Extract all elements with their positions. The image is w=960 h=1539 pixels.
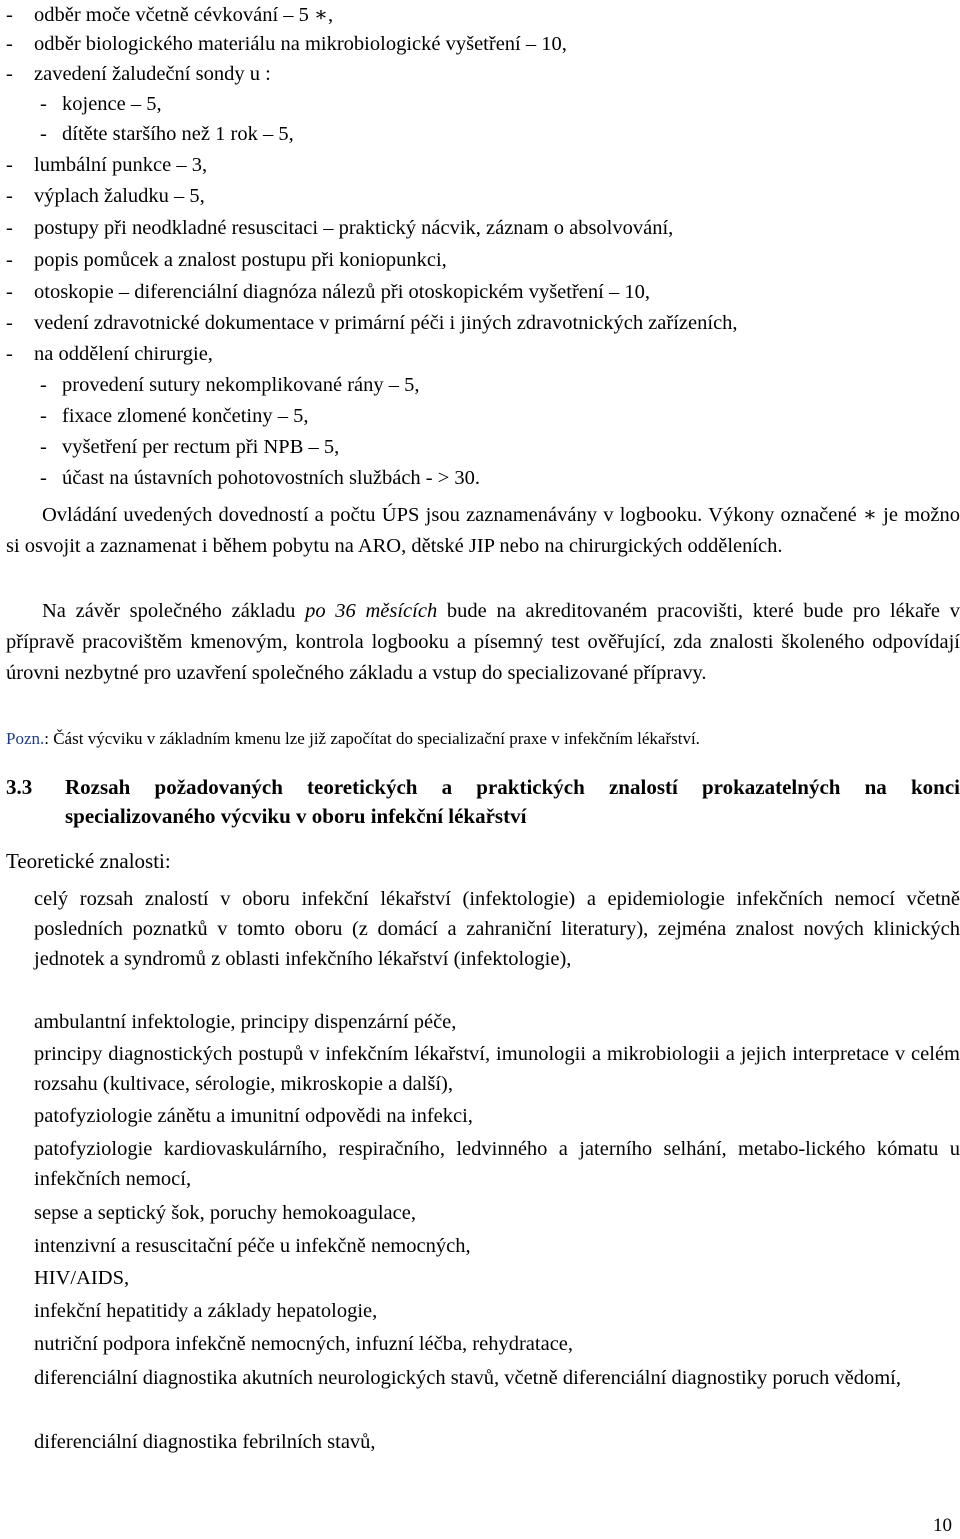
- list-item-text: popis pomůcek a znalost postupu při koniopunkci,: [34, 249, 447, 271]
- list-item: - odběr moče včetně cévkování – 5 ∗,: [6, 4, 334, 26]
- list-item-text: odběr moče včetně cévkování – 5 ∗,: [34, 4, 334, 26]
- list-item: - odběr biologického materiálu na mikrobiologické vyšetření – 10,: [6, 33, 567, 55]
- subheading: Teoretické znalosti:: [6, 849, 171, 873]
- page-number: 10: [933, 1515, 952, 1536]
- note-text: : Část výcviku v základním kmenu lze již započítat do specializační praxe v infekčním lékařství.: [44, 729, 700, 748]
- list-item: principy diagnostických postupů v infekčním lékařství, imunologii a mikrobiologii a jejich interpretace v celém rozsahu (kultivace, sérologie, mikroskopie a další),: [34, 1043, 960, 1095]
- list-item: celý rozsah znalostí v oboru infekční lékařství (infektologie) a epidemiologie infekčních nemocí včetně posledních poznatků v tomto oboru (z domácí a zahraniční literatury), zejména znalost nových klinických jednotek a syndromů z oblasti infekčního lékařství (infektologie),: [34, 888, 960, 970]
- list-item: diferenciální diagnostika akutních neurologických stavů, včetně diferenciální diagnostiky poruch vědomí,: [34, 1367, 901, 1389]
- list-item-text: kojence – 5,: [62, 93, 162, 115]
- list-item: - postupy při neodkladné resuscitaci – praktický nácvik, záznam o absolvování,: [6, 217, 674, 239]
- list-item: infekční hepatitidy a základy hepatologie,: [34, 1300, 378, 1322]
- conclusion-text-end: bude na akreditovaném pracovišti, které bude pro lékaře v přípravě pracovištěm kmenovým, kontrola logbooku a písemný test ověřující, zda znalosti školeného odpovídají úrovni nezbytné pro uzavření společného základu a vstup do specializované přípravy.: [6, 600, 960, 684]
- list-item: patofyziologie kardiovaskulárního, respiračního, ledvinného a jaterního selhání, metabo-lického kómatu u infekčních nemocí,: [34, 1138, 960, 1190]
- conclusion-paragraph: [6, 596, 960, 689]
- list-item-text: účast na ústavních pohotovostních službách - > 30.: [62, 467, 481, 489]
- list-item: - kojence – 5,: [40, 93, 162, 115]
- list-item-text: otoskopie – diferenciální diagnóza nálezů při otoskopickém vyšetření – 10,: [34, 281, 650, 303]
- list-item-text: výplach žaludku – 5,: [34, 185, 205, 207]
- list-item: - výplach žaludku – 5,: [6, 185, 205, 207]
- note: [6, 725, 700, 753]
- list-item: - vedení zdravotnické dokumentace v primární péči i jiných zdravotnických zařízeních,: [6, 312, 738, 334]
- list-item: - provedení sutury nekomplikované rány – 5,: [40, 374, 420, 396]
- list-item: - na oddělení chirurgie,: [6, 343, 213, 365]
- list-item-text: fixace zlomené končetiny – 5,: [62, 405, 309, 427]
- note-label: Pozn.: [6, 729, 45, 748]
- section-title: Rozsah požadovaných teoretických a praktických znalostí prokazatelných na konci specializovaného výcviku v oboru infekční lékařství: [65, 775, 960, 828]
- list-item-text: provedení sutury nekomplikované rány – 5,: [62, 374, 420, 396]
- list-item-text: na oddělení chirurgie,: [34, 343, 213, 365]
- list-item-text: postupy při neodkladné resuscitaci – praktický nácvik, záznam o absolvování,: [34, 217, 674, 239]
- list-item-text: odběr biologického materiálu na mikrobiologické vyšetření – 10,: [34, 33, 567, 55]
- list-item-text: vedení zdravotnické dokumentace v primární péči i jiných zdravotnických zařízeních,: [34, 312, 738, 334]
- logbook-paragraph-text: Ovládání uvedených dovedností a počtu ÚPS jsou zaznamenávány v logbooku. Výkony označené ∗ je možno si osvojit a zaznamenat i během pobytu na ARO, dětské JIP nebo na chirurgických odděleních.: [6, 504, 960, 557]
- list-item: ambulantní infektologie, principy dispenzární péče,: [34, 1011, 457, 1033]
- conclusion-text-emphasis: po 36 měsících: [305, 600, 438, 622]
- list-item-text: dítěte staršího než 1 rok – 5,: [62, 123, 294, 145]
- list-item: - zavedení žaludeční sondy u :: [6, 63, 271, 85]
- list-item: patofyziologie zánětu a imunitní odpovědi na infekci,: [34, 1105, 473, 1127]
- list-item: - fixace zlomené končetiny – 5,: [40, 405, 309, 427]
- list-item: - vyšetření per rectum při NPB – 5,: [40, 436, 340, 458]
- list-item: nutriční podpora infekčně nemocných, infuzní léčba, rehydratace,: [34, 1333, 574, 1355]
- list-item-text: vyšetření per rectum při NPB – 5,: [62, 436, 340, 458]
- list-item: - otoskopie – diferenciální diagnóza nálezů při otoskopickém vyšetření – 10,: [6, 281, 650, 303]
- list-item: - dítěte staršího než 1 rok – 5,: [40, 123, 294, 145]
- conclusion-text-start: Na závěr společného základu: [42, 600, 306, 622]
- logbook-paragraph: [6, 500, 960, 562]
- section-number: 3.3: [6, 775, 33, 799]
- list-item: - účast na ústavních pohotovostních službách - > 30.: [40, 467, 481, 489]
- list-item: HIV/AIDS,: [34, 1267, 130, 1289]
- list-item: sepse a septický šok, poruchy hemokoagulace,: [34, 1202, 416, 1224]
- list-item: diferenciální diagnostika febrilních stavů,: [34, 1431, 376, 1453]
- list-item: intenzivní a resuscitační péče u infekčně nemocných,: [34, 1235, 471, 1257]
- list-item: - lumbální punkce – 3,: [6, 154, 208, 176]
- list-item: - popis pomůcek a znalost postupu při koniopunkci,: [6, 249, 447, 271]
- list-item-text: zavedení žaludeční sondy u :: [34, 63, 271, 85]
- list-item-text: lumbální punkce – 3,: [34, 154, 208, 176]
